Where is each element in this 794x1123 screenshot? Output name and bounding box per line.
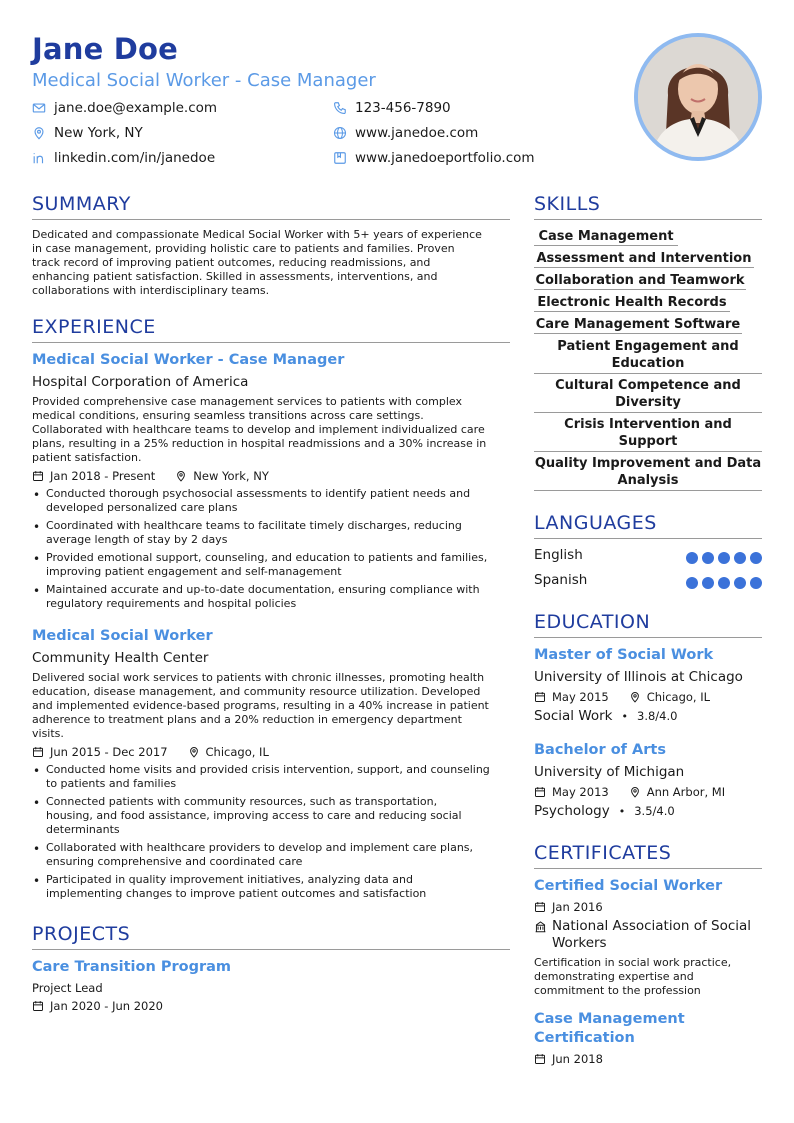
gpa-value: 3.8/4.0 bbox=[637, 709, 678, 723]
skills-divider bbox=[534, 219, 762, 220]
language-level bbox=[682, 552, 762, 564]
job-description-line: plans, resulting in a 25% reduction in hospital readmissions and a 30% increase in bbox=[32, 437, 487, 450]
education-location: Ann Arbor, MI bbox=[646, 785, 726, 799]
job-meta bbox=[32, 469, 269, 483]
skill-tag: Crisis Intervention and Support bbox=[564, 417, 732, 449]
website-text: www.janedoe.com bbox=[355, 125, 479, 141]
proficiency-dot bbox=[734, 552, 746, 564]
job-company: Hospital Corporation of America bbox=[32, 374, 249, 390]
education-date: May 2015 bbox=[552, 690, 609, 704]
job-description bbox=[32, 395, 510, 465]
languages-heading: LANGUAGES bbox=[534, 512, 657, 534]
education-divider bbox=[534, 637, 762, 638]
field-of-study: Psychology bbox=[534, 803, 610, 819]
education-heading: EDUCATION bbox=[534, 611, 651, 633]
skill-tag: Care Management Software bbox=[535, 317, 741, 332]
summary-line: Dedicated and compassionate Medical Social Worker with 5+ years of experience bbox=[32, 228, 482, 241]
education-meta bbox=[534, 690, 710, 704]
project-name: Care Transition Program bbox=[32, 959, 232, 975]
calendar-icon bbox=[534, 691, 546, 703]
job-meta bbox=[32, 745, 269, 759]
skill-tag: Assessment and Intervention bbox=[536, 251, 752, 266]
contact-website[interactable] bbox=[333, 125, 478, 141]
education-location: Chicago, IL bbox=[646, 690, 711, 704]
calendar-icon bbox=[534, 786, 546, 798]
certificate-date: Jan 2016 bbox=[552, 900, 603, 914]
phone-icon bbox=[333, 101, 347, 115]
field-of-study: Social Work bbox=[534, 708, 613, 724]
globe-icon bbox=[333, 126, 347, 140]
job-location: New York, NY bbox=[193, 469, 269, 483]
achievement-item: • Connected patients with community resources, such as transportation, housing, and food assistance, improving access to care and reducing social determinants bbox=[32, 795, 514, 837]
calendar-icon bbox=[534, 1053, 546, 1065]
school-name: University of Illinois at Chicago bbox=[534, 669, 743, 685]
skill-tag: Electronic Health Records bbox=[537, 295, 727, 310]
proficiency-dot bbox=[734, 577, 746, 589]
separator-dot: • bbox=[621, 709, 629, 723]
project-meta bbox=[32, 999, 163, 1013]
building-icon bbox=[534, 920, 547, 933]
achievement-item: • Maintained accurate and up-to-date documentation, ensuring compliance with regulatory requirements and hospital policies bbox=[32, 583, 514, 611]
calendar-icon bbox=[32, 746, 44, 758]
skill-underline bbox=[534, 245, 678, 246]
email-text: jane.doe@example.com bbox=[54, 100, 218, 116]
experience-heading: EXPERIENCE bbox=[32, 316, 156, 338]
job-role: Medical Social Worker bbox=[32, 628, 213, 644]
certificate-date: Jun 2018 bbox=[552, 1052, 603, 1066]
skills-heading: SKILLS bbox=[534, 193, 601, 215]
linkedin-icon bbox=[32, 151, 46, 165]
summary-text bbox=[32, 228, 510, 298]
skill-underline bbox=[534, 373, 762, 374]
portfolio-text: www.janedoeportfolio.com bbox=[355, 150, 535, 166]
languages-divider bbox=[534, 538, 762, 539]
phone-text: 123-456-7890 bbox=[355, 100, 451, 116]
job-description-line: Provided comprehensive case management services to patients with complex bbox=[32, 395, 462, 408]
job-dates: Jun 2015 - Dec 2017 bbox=[50, 745, 168, 759]
language-name: Spanish bbox=[534, 572, 588, 588]
proficiency-dot bbox=[686, 552, 698, 564]
skill-tag: Case Management bbox=[538, 229, 674, 244]
location-icon bbox=[629, 691, 641, 703]
achievement-item: • Conducted thorough psychosocial assessments to identify patient needs and developed personalized care plans bbox=[32, 487, 514, 515]
proficiency-dot bbox=[686, 577, 698, 589]
location-icon bbox=[188, 746, 200, 758]
portrait-image bbox=[638, 37, 758, 157]
proficiency-dot bbox=[718, 552, 730, 564]
certificate-meta bbox=[534, 900, 603, 914]
certificate-name: Certified Social Worker bbox=[534, 878, 723, 894]
skill-tag: Quality Improvement and Data Analysis bbox=[534, 456, 762, 488]
proficiency-dot bbox=[702, 552, 714, 564]
contact-portfolio[interactable] bbox=[333, 150, 535, 166]
certificates-heading: CERTIFICATES bbox=[534, 842, 672, 864]
certificate-meta bbox=[534, 1052, 603, 1066]
skill-underline bbox=[534, 311, 730, 312]
education-date: May 2013 bbox=[552, 785, 609, 799]
skill-tag: Collaboration and Teamwork bbox=[535, 273, 745, 288]
projects-divider bbox=[32, 949, 510, 950]
degree-name: Master of Social Work bbox=[534, 647, 714, 663]
skill-underline bbox=[534, 333, 742, 334]
experience-divider bbox=[32, 342, 510, 343]
skill-tag: Cultural Competence and Diversity bbox=[555, 378, 741, 410]
degree-name: Bachelor of Arts bbox=[534, 742, 666, 758]
skill-underline bbox=[534, 289, 746, 290]
linkedin-text: linkedin.com/in/janedoe bbox=[54, 150, 216, 166]
achievement-item: • Participated in quality improvement initiatives, analyzing data and implementing changes to improve patient outcomes and satisfaction bbox=[32, 873, 514, 901]
proficiency-dot bbox=[750, 577, 762, 589]
summary-line: track record of improving patient outcomes, reducing readmissions, and bbox=[32, 256, 431, 269]
job-description-line: Delivered social work services to patients with chronic illnesses, promoting health bbox=[32, 671, 485, 684]
certificate-description: Certification in social work practice, demonstrating expertise and commitment to the profession bbox=[534, 956, 732, 997]
job-achievements bbox=[32, 487, 514, 615]
contact-linkedin[interactable] bbox=[32, 150, 215, 166]
certificate-issuer: National Association of Social Workers bbox=[534, 918, 762, 952]
achievement-item: • Conducted home visits and provided crisis intervention, support, and counseling to patients and families bbox=[32, 763, 514, 791]
job-description-line: adherence to treatment plans and a 20% reduction in emergency department bbox=[32, 713, 462, 726]
calendar-icon bbox=[534, 901, 546, 913]
proficiency-dot bbox=[750, 552, 762, 564]
achievement-item: • Coordinated with healthcare teams to facilitate timely discharges, reducing average length of stay by 2 days bbox=[32, 519, 514, 547]
location-icon bbox=[629, 786, 641, 798]
job-location: Chicago, IL bbox=[205, 745, 269, 759]
job-description-line: medical conditions, ensuring seamless transitions across care settings. bbox=[32, 409, 424, 422]
job-description-line: Collaborated with healthcare teams to develop and implement individualized care bbox=[32, 423, 485, 436]
summary-divider bbox=[32, 219, 510, 220]
gpa-value: 3.5/4.0 bbox=[634, 804, 675, 818]
job-description-line: and implemented evidence-based programs, resulting in a 40% increase in patient bbox=[32, 699, 489, 712]
proficiency-dot bbox=[702, 577, 714, 589]
contact-phone[interactable] bbox=[333, 100, 451, 116]
achievement-item: • Collaborated with healthcare providers to develop and implement care plans, ensuring comprehensive and coordinated care bbox=[32, 841, 514, 869]
summary-heading: SUMMARY bbox=[32, 193, 131, 215]
profile-photo bbox=[634, 33, 762, 161]
job-role: Medical Social Worker - Case Manager bbox=[32, 352, 345, 368]
proficiency-dot bbox=[718, 577, 730, 589]
mail-icon bbox=[32, 101, 46, 115]
achievement-item: • Provided emotional support, counseling, and education to patients and families, improving patient engagement and self-management bbox=[32, 551, 514, 579]
skill-underline bbox=[534, 490, 762, 491]
skill-underline bbox=[534, 267, 754, 268]
projects-heading: PROJECTS bbox=[32, 923, 131, 945]
job-achievements bbox=[32, 763, 514, 905]
summary-line: collaborations with interdisciplinary teams. bbox=[32, 284, 270, 297]
summary-line: enhancing patient satisfaction. Skilled in assessments, interventions, and bbox=[32, 270, 438, 283]
skill-tag: Patient Engagement and Education bbox=[557, 339, 739, 371]
location-text: New York, NY bbox=[54, 125, 143, 141]
candidate-title: Medical Social Worker - Case Manager bbox=[32, 70, 376, 91]
skill-underline bbox=[534, 412, 762, 413]
school-name: University of Michigan bbox=[534, 764, 685, 780]
certificate-name: Case Management Certification bbox=[534, 1011, 685, 1046]
education-meta bbox=[534, 785, 725, 799]
project-role: Project Lead bbox=[32, 981, 103, 995]
contact-email[interactable] bbox=[32, 100, 217, 116]
job-dates: Jan 2018 - Present bbox=[50, 469, 156, 483]
separator-dot: • bbox=[618, 804, 626, 818]
portfolio-icon bbox=[333, 151, 347, 165]
job-company: Community Health Center bbox=[32, 650, 209, 666]
location-icon bbox=[32, 126, 46, 140]
calendar-icon bbox=[32, 1000, 44, 1012]
candidate-name: Jane Doe bbox=[32, 32, 179, 66]
education-field bbox=[534, 803, 675, 819]
job-description-line: education, disease management, and community resource utilization. Developed bbox=[32, 685, 481, 698]
education-field bbox=[534, 708, 677, 724]
language-level bbox=[682, 577, 762, 589]
summary-line: in case management, providing holistic care to patients and families. Proven bbox=[32, 242, 455, 255]
job-description-line: visits. bbox=[32, 727, 64, 740]
language-name: English bbox=[534, 547, 583, 563]
location-icon bbox=[175, 470, 187, 482]
job-description bbox=[32, 671, 510, 741]
skill-underline bbox=[534, 451, 762, 452]
certificates-divider bbox=[534, 868, 762, 869]
contact-location bbox=[32, 125, 143, 141]
calendar-icon bbox=[32, 470, 44, 482]
job-description-line: patient satisfaction. bbox=[32, 451, 142, 464]
project-dates: Jan 2020 - Jun 2020 bbox=[50, 999, 164, 1013]
